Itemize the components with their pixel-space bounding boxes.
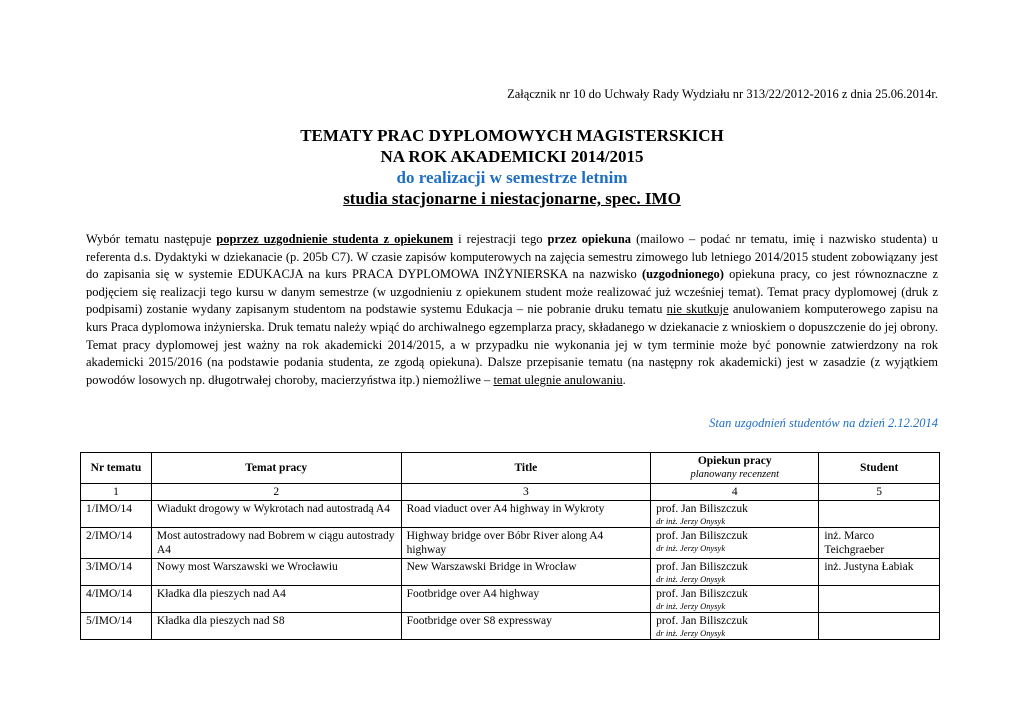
cell-temat: Kładka dla pieszych nad A4 — [151, 586, 401, 613]
cell-opiekun — [651, 501, 819, 528]
para-text-4: opiekuna pracy, co jest równoznaczne z podjęciem się realizacji tego kursu w danym semestrze (w uzgodnieniu z opiekunem student może realizować już wcześniej temat). Temat pracy dyplomowej (druk z podpisami) zostanie wydany zapisanym studentom na podstawie systemu Edukacja – nie pobranie druku tematu — [86, 267, 938, 317]
cell-nr: 5/IMO/14 — [81, 613, 152, 640]
reviewer-name: dr inż. Jerzy Onysyk — [656, 628, 726, 638]
header-recenzent-label: planowany recenzent — [690, 469, 780, 480]
cell-student — [819, 501, 940, 528]
reviewer-name: dr inż. Jerzy Onysyk — [656, 574, 726, 584]
cell-student — [819, 613, 940, 640]
cell-nr: 2/IMO/14 — [81, 528, 152, 559]
colnum-cell: 4 — [651, 484, 819, 501]
para-text-1: Wybór tematu następuje — [86, 232, 217, 246]
supervisor-name: prof. Jan Biliszczuk — [656, 561, 748, 573]
para-bold-3: (uzgodnionego) — [641, 267, 724, 282]
para-bold-underline-1: poprzez uzgodnienie studenta z opiekunem — [216, 232, 454, 246]
reviewer-name: dr inż. Jerzy Onysyk — [656, 601, 726, 611]
cell-title: New Warszawski Bridge in Wrocław — [401, 559, 651, 586]
table-row — [81, 586, 940, 613]
reviewer-name: dr inż. Jerzy Onysyk — [656, 543, 726, 553]
para-underline-1: nie skutkuje — [666, 302, 729, 317]
instructions-paragraph — [86, 231, 938, 389]
table-row — [81, 528, 940, 559]
cell-opiekun — [651, 528, 819, 559]
topics-table — [80, 452, 940, 640]
supervisor-name: prof. Jan Biliszczuk — [656, 588, 748, 600]
page-title: TEMATY PRAC DYPLOMOWYCH MAGISTERSKICH — [300, 126, 724, 145]
cell-nr: 1/IMO/14 — [81, 501, 152, 528]
colnum-cell: 3 — [401, 484, 651, 501]
para-underline-2: temat ulegnie anulowaniu — [493, 372, 623, 387]
para-bold-2: przez opiekuna — [547, 232, 632, 246]
cell-title: Footbridge over S8 expressway — [401, 613, 651, 640]
header-student: Student — [819, 453, 940, 484]
table-row — [81, 613, 940, 640]
table-row — [81, 501, 940, 528]
cell-temat: Kładka dla pieszych nad S8 — [151, 613, 401, 640]
reviewer-name: dr inż. Jerzy Onysyk — [656, 516, 726, 526]
supervisor-name: prof. Jan Biliszczuk — [656, 530, 748, 542]
table-header-row — [81, 453, 940, 484]
cell-title: Road viaduct over A4 highway in Wykroty — [401, 501, 651, 528]
academic-year-title: NA ROK AKADEMICKI 2014/2015 — [380, 147, 644, 166]
cell-opiekun — [651, 559, 819, 586]
para-text-5: anulowaniem komputerowego zapisu na kurs Praca dyplomowa inżynierska. Druk tematu należy wpiąć do archiwalnego egzemplarza pracy, składanego w dziekanacie z wnioskiem o dopuszczenie do jej obrony. Temat pracy dyplomowej jest ważny na rok akademicki 2014/2015, a w przypadku nie wykonania jej w tym terminie może być ponownie zatwierdzony na rok akademicki 2015/2016 (na podstawie podania studenta, ze zgodą opiekuna). Dalsze przepisanie tematu (na następny rok akademicki) jest w zasadzie (z wyjątkiem powodów losowych np. długotrwałej choroby, macierzyństwa itp.) niemożliwe – — [86, 302, 938, 387]
colnum-cell: 2 — [151, 484, 401, 501]
cell-temat: Nowy most Warszawski we Wrocławiu — [151, 559, 401, 586]
colnum-cell: 5 — [819, 484, 940, 501]
title-block — [0, 125, 1024, 209]
semester-subtitle: do realizacji w semestrze letnim — [396, 168, 628, 187]
para-text-2: i rejestracji tego — [453, 232, 548, 246]
cell-opiekun — [651, 586, 819, 613]
supervisor-name: prof. Jan Biliszczuk — [656, 503, 748, 515]
colnum-cell: 1 — [81, 484, 152, 501]
table-row — [81, 559, 940, 586]
study-mode-subtitle: studia stacjonarne i niestacjonarne, spec. IMO — [343, 189, 681, 208]
column-number-row — [81, 484, 940, 501]
header-opiekun — [651, 453, 819, 484]
cell-temat: Wiadukt drogowy w Wykrotach nad autostradą A4 — [151, 501, 401, 528]
cell-opiekun — [651, 613, 819, 640]
annex-reference: Załącznik nr 10 do Uchwały Rady Wydziału nr 313/22/2012-2016 z dnia 25.06.2014r. — [507, 87, 938, 101]
header-temat: Temat pracy — [151, 453, 401, 484]
cell-student: inż. Marco Teichgraeber — [819, 528, 940, 559]
cell-temat: Most autostradowy nad Bobrem w ciągu autostrady A4 — [151, 528, 401, 559]
para-text-3: (mailowo – podać nr tematu, imię i nazwisko studenta) u referenta d.s. Dydaktyki w dziekanacie (p. 205b C7). W czasie zapisów komputerowych na zajęcia semestru zimowego lub letniego 2014/2015 student zobowiązany jest do zapisania się w systemie EDUKACJA na kurs PRACA DYPLOMOWA INŻYNIERSKA na nazwisko — [86, 232, 938, 282]
cell-nr: 4/IMO/14 — [81, 586, 152, 613]
header-nr: Nr tematu — [81, 453, 152, 484]
cell-student: inż. Justyna Łabiak — [819, 559, 940, 586]
header-opiekun-label: Opiekun pracy — [697, 455, 772, 467]
cell-nr: 3/IMO/14 — [81, 559, 152, 586]
status-date: Stan uzgodnień studentów na dzień 2.12.2014 — [709, 416, 938, 430]
cell-student — [819, 586, 940, 613]
cell-title: Highway bridge over Bóbr River along A4 highway — [401, 528, 651, 559]
cell-title: Footbridge over A4 highway — [401, 586, 651, 613]
supervisor-name: prof. Jan Biliszczuk — [656, 615, 748, 627]
header-title: Title — [401, 453, 651, 484]
para-text-6: . — [622, 372, 626, 387]
